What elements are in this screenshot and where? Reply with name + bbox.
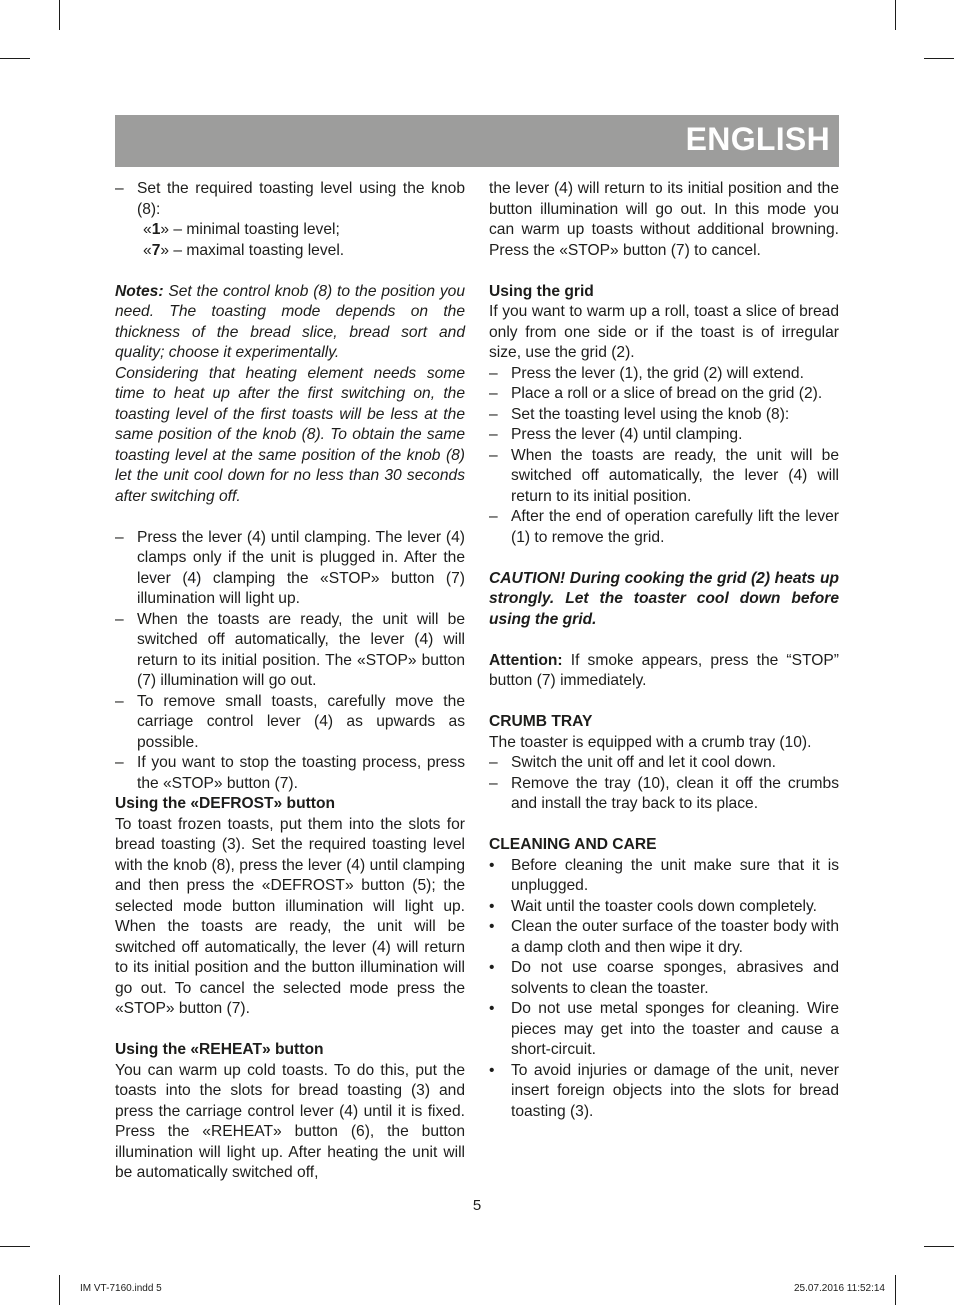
list-item: – Remove the tray (10), clean it off the crumbs and install the tray back to its place. [489, 774, 839, 812]
notes-paragraph: Notes: Set the control knob (8) to the position you need. The toasting mode depends on the thickness of the bread slice, bread sort and quality; choose it experimentally. [115, 282, 465, 361]
level-max: «7» – maximal toasting level. [143, 241, 345, 259]
reheat-paragraph: You can warm up cold toasts. To do this, put the toasts into the slots for bread toasting (3) and press the carriage control lever (4) until it is fixed. Press the «REHEAT» button (6), the button illumination will light up. After heating the unit will be automatically switched off, [115, 1061, 465, 1181]
list-item: – When the toasts are ready, the unit will be switched off automatically, the lever (4) will return to its initial position. [489, 446, 839, 505]
crop-mark [59, 1275, 60, 1305]
notes-paragraph-2: Considering that heating element needs some time to heat up after the first switching on, the toasting level of the first toasts will be less at the same position of the knob (8). To obtain the same toasting level at the same position of the knob (8) let the unit cool down for no less than 30 seconds after switching off. [115, 364, 465, 505]
level-min: «1» – minimal toasting level; [143, 221, 340, 238]
crop-mark [895, 0, 896, 30]
crop-mark [59, 0, 60, 30]
left-column [115, 179, 465, 1184]
list-item: – When the toasts are ready, the unit will be switched off automatically, the lever (4) will return to its initial position. The «STOP» button (7) illumination will go out. [115, 610, 465, 689]
list-item: • Before cleaning the unit make sure that it is unplugged. [489, 856, 839, 894]
list-item: – After the end of operation carefully lift the lever (1) to remove the grid. [489, 508, 839, 546]
list-item: – To remove small toasts, carefully move the carriage control lever (4) as upwards as possible. [115, 692, 465, 751]
footer-file-name: IM VT-7160.indd 5 [80, 1283, 162, 1294]
caution-paragraph: CAUTION! During cooking the grid (2) heats up strongly. Let the toaster cool down before using the grid. [489, 569, 839, 628]
section-heading-cleaning: CLEANING AND CARE [489, 836, 657, 853]
list-item: • Do not use metal sponges for cleaning. Wire pieces may get into the toaster and cause a short-circuit. [489, 1000, 839, 1058]
attention-paragraph: Attention: If smoke appears, press the “STOP” button (7) immediately. [489, 651, 839, 689]
list-item: – Press the lever (4) until clamping. The lever (4) clamps only if the unit is plugged in. After the lever (4) clamping the «STOP» button (7) illumination will light up. [115, 528, 465, 607]
crop-mark [0, 58, 30, 59]
page-number: 5 [472, 1197, 482, 1214]
crop-mark [924, 58, 954, 59]
list-item: – Set the toasting level using the knob (8): [489, 405, 790, 423]
page-title: ENGLISH [685, 121, 830, 157]
defrost-paragraph: To toast frozen toasts, put them into the slots for bread toasting (3). Set the required toasting level with the knob (8), press the lever (4) until clamping and then press the «DEFROST» button (5); the selected mode button illumination will light up. When the toasts are ready, the unit will be switched off automatically, the lever (4) will return to its initial position and the button illumination will go out. To cancel the selected mode press the «STOP» button (7). [115, 815, 465, 1017]
reheat-paragraph-continued: the lever (4) will return to its initial position and the button illumination will go out. In this mode you can warm up toasts without additional browning. Press the «STOP» button (7) to cancel. [489, 180, 839, 259]
section-heading-defrost: Using the «DEFROST» button [115, 795, 336, 812]
list-item: – Switch the unit off and let it cool down. [489, 754, 776, 771]
footer-datetime: 25.07.2016 11:52:14 [793, 1283, 885, 1294]
list-item: – Place a roll or a slice of bread on the grid (2). [489, 385, 823, 402]
right-column [489, 179, 839, 1122]
section-heading-crumb-tray: CRUMB TRAY [489, 713, 593, 730]
language-header-bar [115, 115, 839, 167]
list-item: – Press the lever (4) until clamping. [489, 426, 743, 443]
list-item: – Press the lever (1), the grid (2) will extend. [489, 364, 804, 382]
list-item-text: Set the required toasting level using the knob (8): [137, 180, 465, 218]
crumb-paragraph: The toaster is equipped with a crumb tray (10). [489, 733, 812, 751]
dash-marker: – [115, 180, 124, 197]
list-item: • Do not use coarse sponges, abrasives and solvents to clean the toaster. [489, 959, 839, 997]
crop-mark [0, 1246, 30, 1247]
crop-mark [924, 1246, 954, 1247]
list-item: • Wait until the toaster cools down completely. [489, 897, 817, 915]
crop-mark [895, 1275, 896, 1305]
section-heading-grid: Using the grid [489, 282, 594, 300]
list-item: – If you want to stop the toasting process, press the «STOP» button (7). [115, 754, 465, 792]
grid-paragraph: If you want to warm up a roll, toast a slice of bread only from one side or if the toast is of irregular size, use the grid (2). [489, 303, 839, 361]
list-item [115, 179, 465, 220]
list-item: • Clean the outer surface of the toaster body with a damp cloth and then wipe it dry. [489, 918, 839, 956]
section-heading-reheat: Using the «REHEAT» button [115, 1041, 324, 1058]
list-item: • To avoid injuries or damage of the unit, never insert foreign objects into the slots for bread toasting (3). [489, 1061, 839, 1120]
